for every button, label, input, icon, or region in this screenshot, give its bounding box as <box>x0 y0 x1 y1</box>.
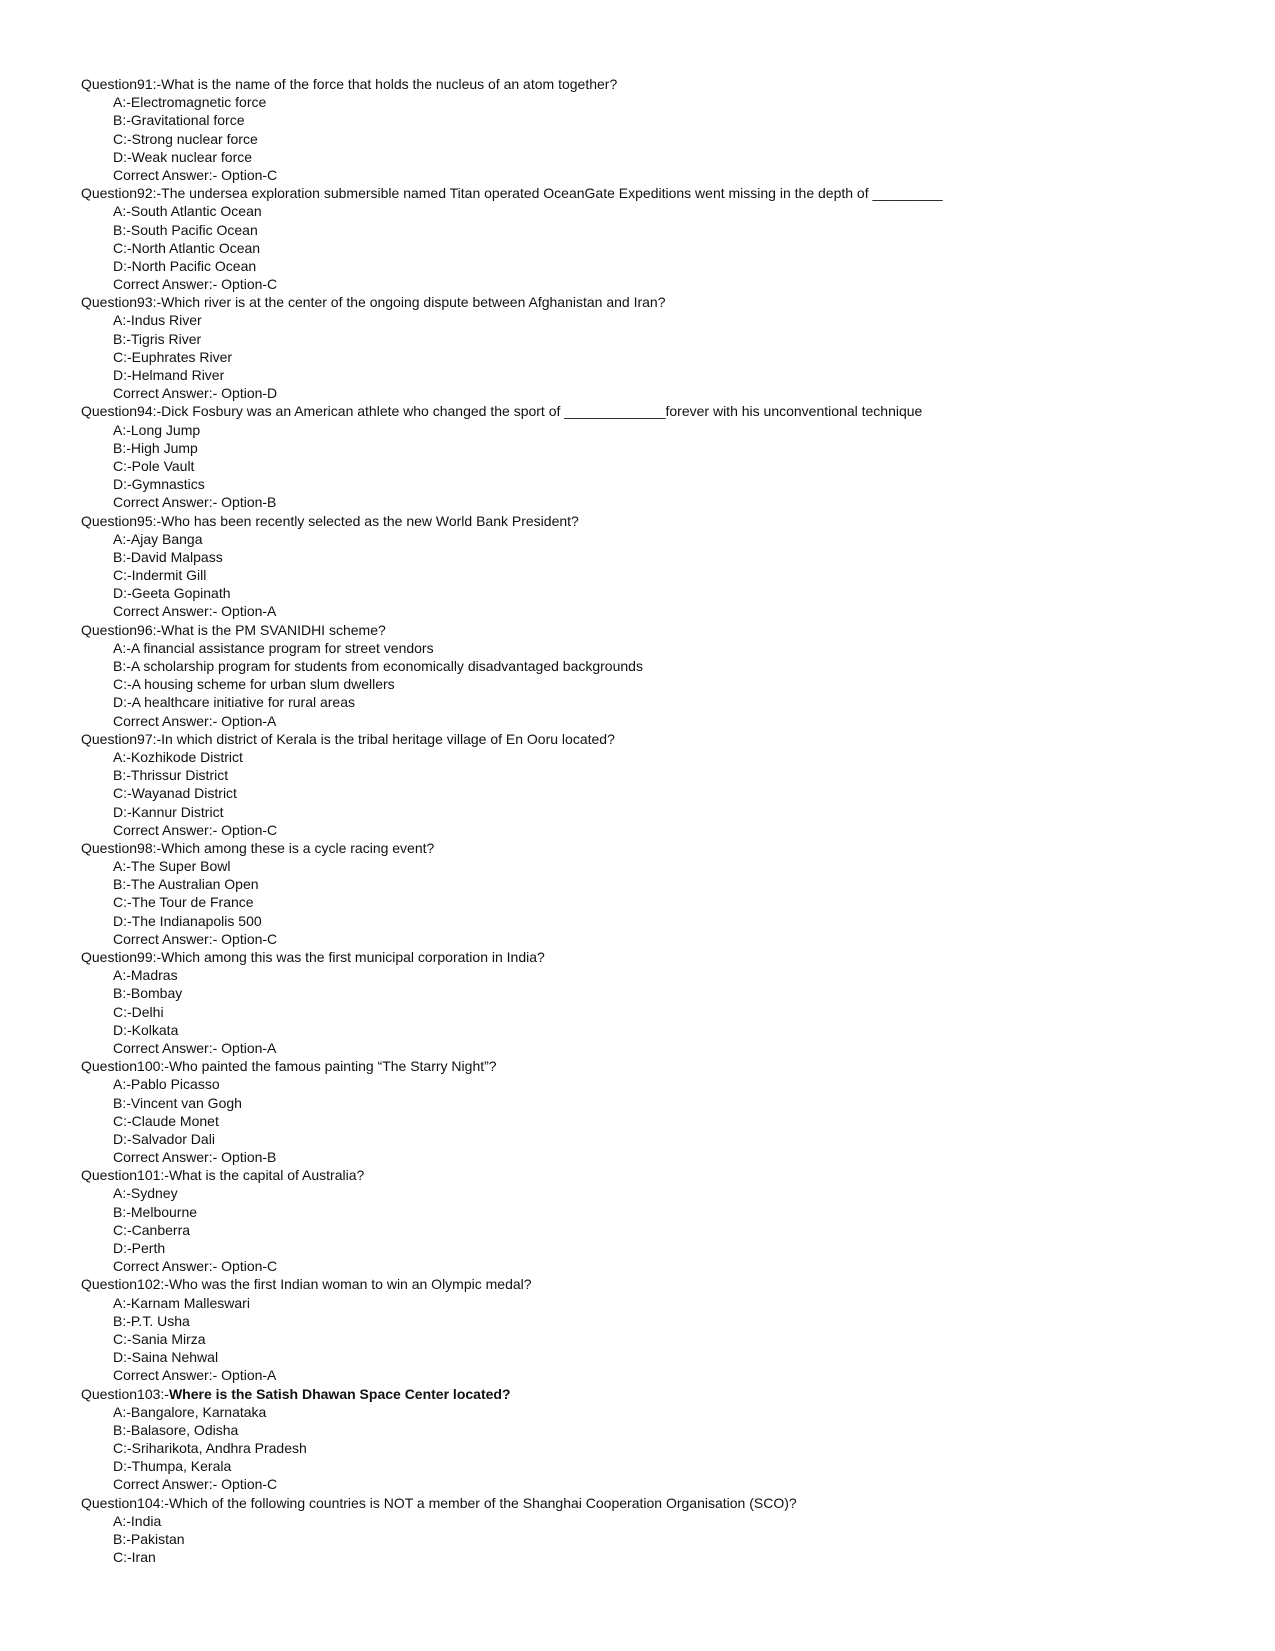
question-block <box>81 1166 1231 1275</box>
question-text: Which of the following countries is NOT a member of the Shanghai Cooperation Organisation (SCO)? <box>168 1494 797 1511</box>
answer-option: B:-Vincent van Gogh <box>113 1094 242 1111</box>
question-number: Question102:- <box>81 1276 169 1293</box>
answer-option: A:-Ajay Banga <box>113 530 203 547</box>
answer-option: D:-North Pacific Ocean <box>113 257 257 274</box>
answer-option: A:-Madras <box>113 967 178 984</box>
question-number: Question104:- <box>81 1494 169 1511</box>
question-text: Who painted the famous painting “The Starry Night”? <box>168 1058 497 1075</box>
question-number: Question101:- <box>81 1167 169 1184</box>
answer-option: D:-Perth <box>113 1240 166 1256</box>
question-number: Question103:- <box>81 1385 169 1402</box>
correct-answer: Correct Answer:- Option-B <box>113 494 277 511</box>
question-number: Question98:- <box>81 839 162 856</box>
answer-option: B:-P.T. Usha <box>113 1312 190 1329</box>
answer-option: C:-Claude Monet <box>113 1112 219 1129</box>
answer-option: D:-Saina Nehwal <box>113 1349 219 1366</box>
answer-option: B:-Tigris River <box>113 330 202 347</box>
question-block <box>81 1494 1231 1567</box>
correct-answer: Correct Answer:- Option-A <box>113 603 277 620</box>
answer-option: B:-The Australian Open <box>113 876 259 893</box>
question-text: Who has been recently selected as the new World Bank President? <box>161 512 579 529</box>
answer-option: D:-Weak nuclear force <box>113 148 253 165</box>
question-number: Question91:- <box>81 76 162 92</box>
answer-option: B:-Pakistan <box>113 1531 185 1547</box>
answer-option: C:-Iran <box>113 1549 156 1566</box>
question-line <box>81 839 1231 857</box>
question-line <box>81 293 1231 311</box>
answer-option: D:-Salvador Dali <box>113 1130 215 1147</box>
question-number: Question93:- <box>81 294 162 311</box>
question-number: Question99:- <box>81 949 162 965</box>
answer-option: C:-Delhi <box>113 1003 164 1020</box>
question-number: Question92:- <box>81 185 162 202</box>
question-number: Question94:- <box>81 403 162 420</box>
correct-answer: Correct Answer:- Option-C <box>113 821 278 838</box>
answer-option: C:-Pole Vault <box>113 457 195 474</box>
question-block <box>81 948 1231 1057</box>
question-line <box>81 512 1231 530</box>
answer-option: D:-A healthcare initiative for rural areas <box>113 694 355 711</box>
question-number: Question100:- <box>81 1058 169 1075</box>
answer-option: A:-Karnam Malleswari <box>113 1294 250 1311</box>
answer-option: A:-India <box>113 1512 162 1529</box>
question-line <box>81 402 1231 420</box>
question-block <box>81 1385 1231 1494</box>
answer-option: B:-A scholarship program for students from economically disadvantaged backgrounds <box>113 658 643 674</box>
answer-option: B:-David Malpass <box>113 548 223 565</box>
question-text: Which among this was the first municipal corporation in India? <box>161 949 545 965</box>
answer-option: B:-South Pacific Ocean <box>113 221 258 238</box>
question-block <box>81 75 1231 184</box>
answer-option: A:-Pablo Picasso <box>113 1076 220 1093</box>
question-text: What is the capital of Australia? <box>168 1167 365 1184</box>
answer-option: B:-High Jump <box>113 439 198 456</box>
question-text: Where is the Satish Dhawan Space Center located? <box>168 1385 511 1402</box>
question-block <box>81 1057 1231 1166</box>
question-text: What is the name of the force that holds the nucleus of an atom together? <box>161 76 618 92</box>
question-number: Question96:- <box>81 621 162 638</box>
question-text: What is the PM SVANIDHI scheme? <box>161 621 386 638</box>
answer-option: D:-Helmand River <box>113 367 225 383</box>
answer-option: B:-Gravitational force <box>113 112 245 129</box>
answer-option: C:-Sriharikota, Andhra Pradesh <box>113 1440 307 1457</box>
answer-option: D:-Thumpa, Kerala <box>113 1458 232 1475</box>
question-block <box>81 402 1231 511</box>
answer-option: A:-Bangalore, Karnataka <box>113 1403 267 1420</box>
answer-option: A:-South Atlantic Ocean <box>113 203 262 220</box>
answer-option: C:-Wayanad District <box>113 785 237 802</box>
question-line <box>81 621 1231 639</box>
answer-option: A:-Kozhikode District <box>113 748 243 765</box>
correct-answer: Correct Answer:- Option-C <box>113 166 278 183</box>
answer-option: A:-The Super Bowl <box>113 858 231 875</box>
question-text: In which district of Kerala is the tribal heritage village of En Ooru located? <box>161 730 615 747</box>
answer-option: C:-Sania Mirza <box>113 1330 206 1347</box>
question-block <box>81 1275 1231 1384</box>
question-line <box>81 1057 1231 1075</box>
answer-option: C:-Canberra <box>113 1221 191 1238</box>
question-number: Question95:- <box>81 512 162 529</box>
correct-answer: Correct Answer:- Option-D <box>113 385 278 402</box>
correct-answer: Correct Answer:- Option-C <box>113 276 278 293</box>
question-line <box>81 948 1231 966</box>
question-block <box>81 184 1231 293</box>
question-document <box>81 75 1231 1566</box>
correct-answer: Correct Answer:- Option-B <box>113 1149 277 1166</box>
correct-answer: Correct Answer:- Option-C <box>113 1258 278 1275</box>
answer-option: C:-A housing scheme for urban slum dwellers <box>113 676 395 693</box>
question-block <box>81 839 1231 948</box>
answer-option: D:-The Indianapolis 500 <box>113 912 262 929</box>
answer-option: D:-Kolkata <box>113 1021 179 1038</box>
answer-option: C:-Indermit Gill <box>113 567 207 584</box>
answer-option: B:-Thrissur District <box>113 767 229 784</box>
question-number: Question97:- <box>81 730 162 747</box>
question-line <box>81 1494 1231 1512</box>
question-block <box>81 730 1231 839</box>
correct-answer: Correct Answer:- Option-A <box>113 1039 277 1056</box>
answer-option: C:-Strong nuclear force <box>113 130 258 147</box>
answer-option: B:-Bombay <box>113 985 183 1002</box>
correct-answer: Correct Answer:- Option-C <box>113 1476 278 1493</box>
question-line <box>81 184 1231 202</box>
correct-answer: Correct Answer:- Option-A <box>113 1367 277 1384</box>
question-block <box>81 621 1231 730</box>
correct-answer: Correct Answer:- Option-A <box>113 712 277 729</box>
answer-option: A:-Sydney <box>113 1185 178 1202</box>
answer-option: D:-Kannur District <box>113 803 224 820</box>
answer-option: D:-Geeta Gopinath <box>113 585 231 602</box>
answer-option: A:-Long Jump <box>113 421 201 438</box>
answer-option: D:-Gymnastics <box>113 476 205 493</box>
question-line <box>81 1275 1231 1293</box>
question-text: Which among these is a cycle racing event? <box>161 839 435 856</box>
question-line <box>81 1385 1231 1403</box>
question-text: Which river is at the center of the ongoing dispute between Afghanistan and Iran? <box>161 294 666 311</box>
question-line <box>81 730 1231 748</box>
answer-option: C:-Euphrates River <box>113 348 233 365</box>
question-line <box>81 1166 1231 1184</box>
question-text: Dick Fosbury was an American athlete who changed the sport of _____________forever with his unconventional technique <box>161 403 923 420</box>
answer-option: C:-The Tour de France <box>113 894 254 911</box>
question-block <box>81 512 1231 621</box>
question-block <box>81 293 1231 402</box>
correct-answer: Correct Answer:- Option-C <box>113 930 278 947</box>
answer-option: A:-A financial assistance program for street vendors <box>113 639 434 656</box>
question-text: The undersea exploration submersible named Titan operated OceanGate Expeditions went missing in the depth of _________ <box>161 185 943 202</box>
answer-option: A:-Electromagnetic force <box>113 94 267 111</box>
question-text: Who was the first Indian woman to win an Olympic medal? <box>168 1276 532 1293</box>
question-line <box>81 75 1231 93</box>
answer-option: B:-Balasore, Odisha <box>113 1421 239 1438</box>
answer-option: B:-Melbourne <box>113 1203 198 1220</box>
answer-option: A:-Indus River <box>113 312 202 329</box>
answer-option: C:-North Atlantic Ocean <box>113 239 261 256</box>
